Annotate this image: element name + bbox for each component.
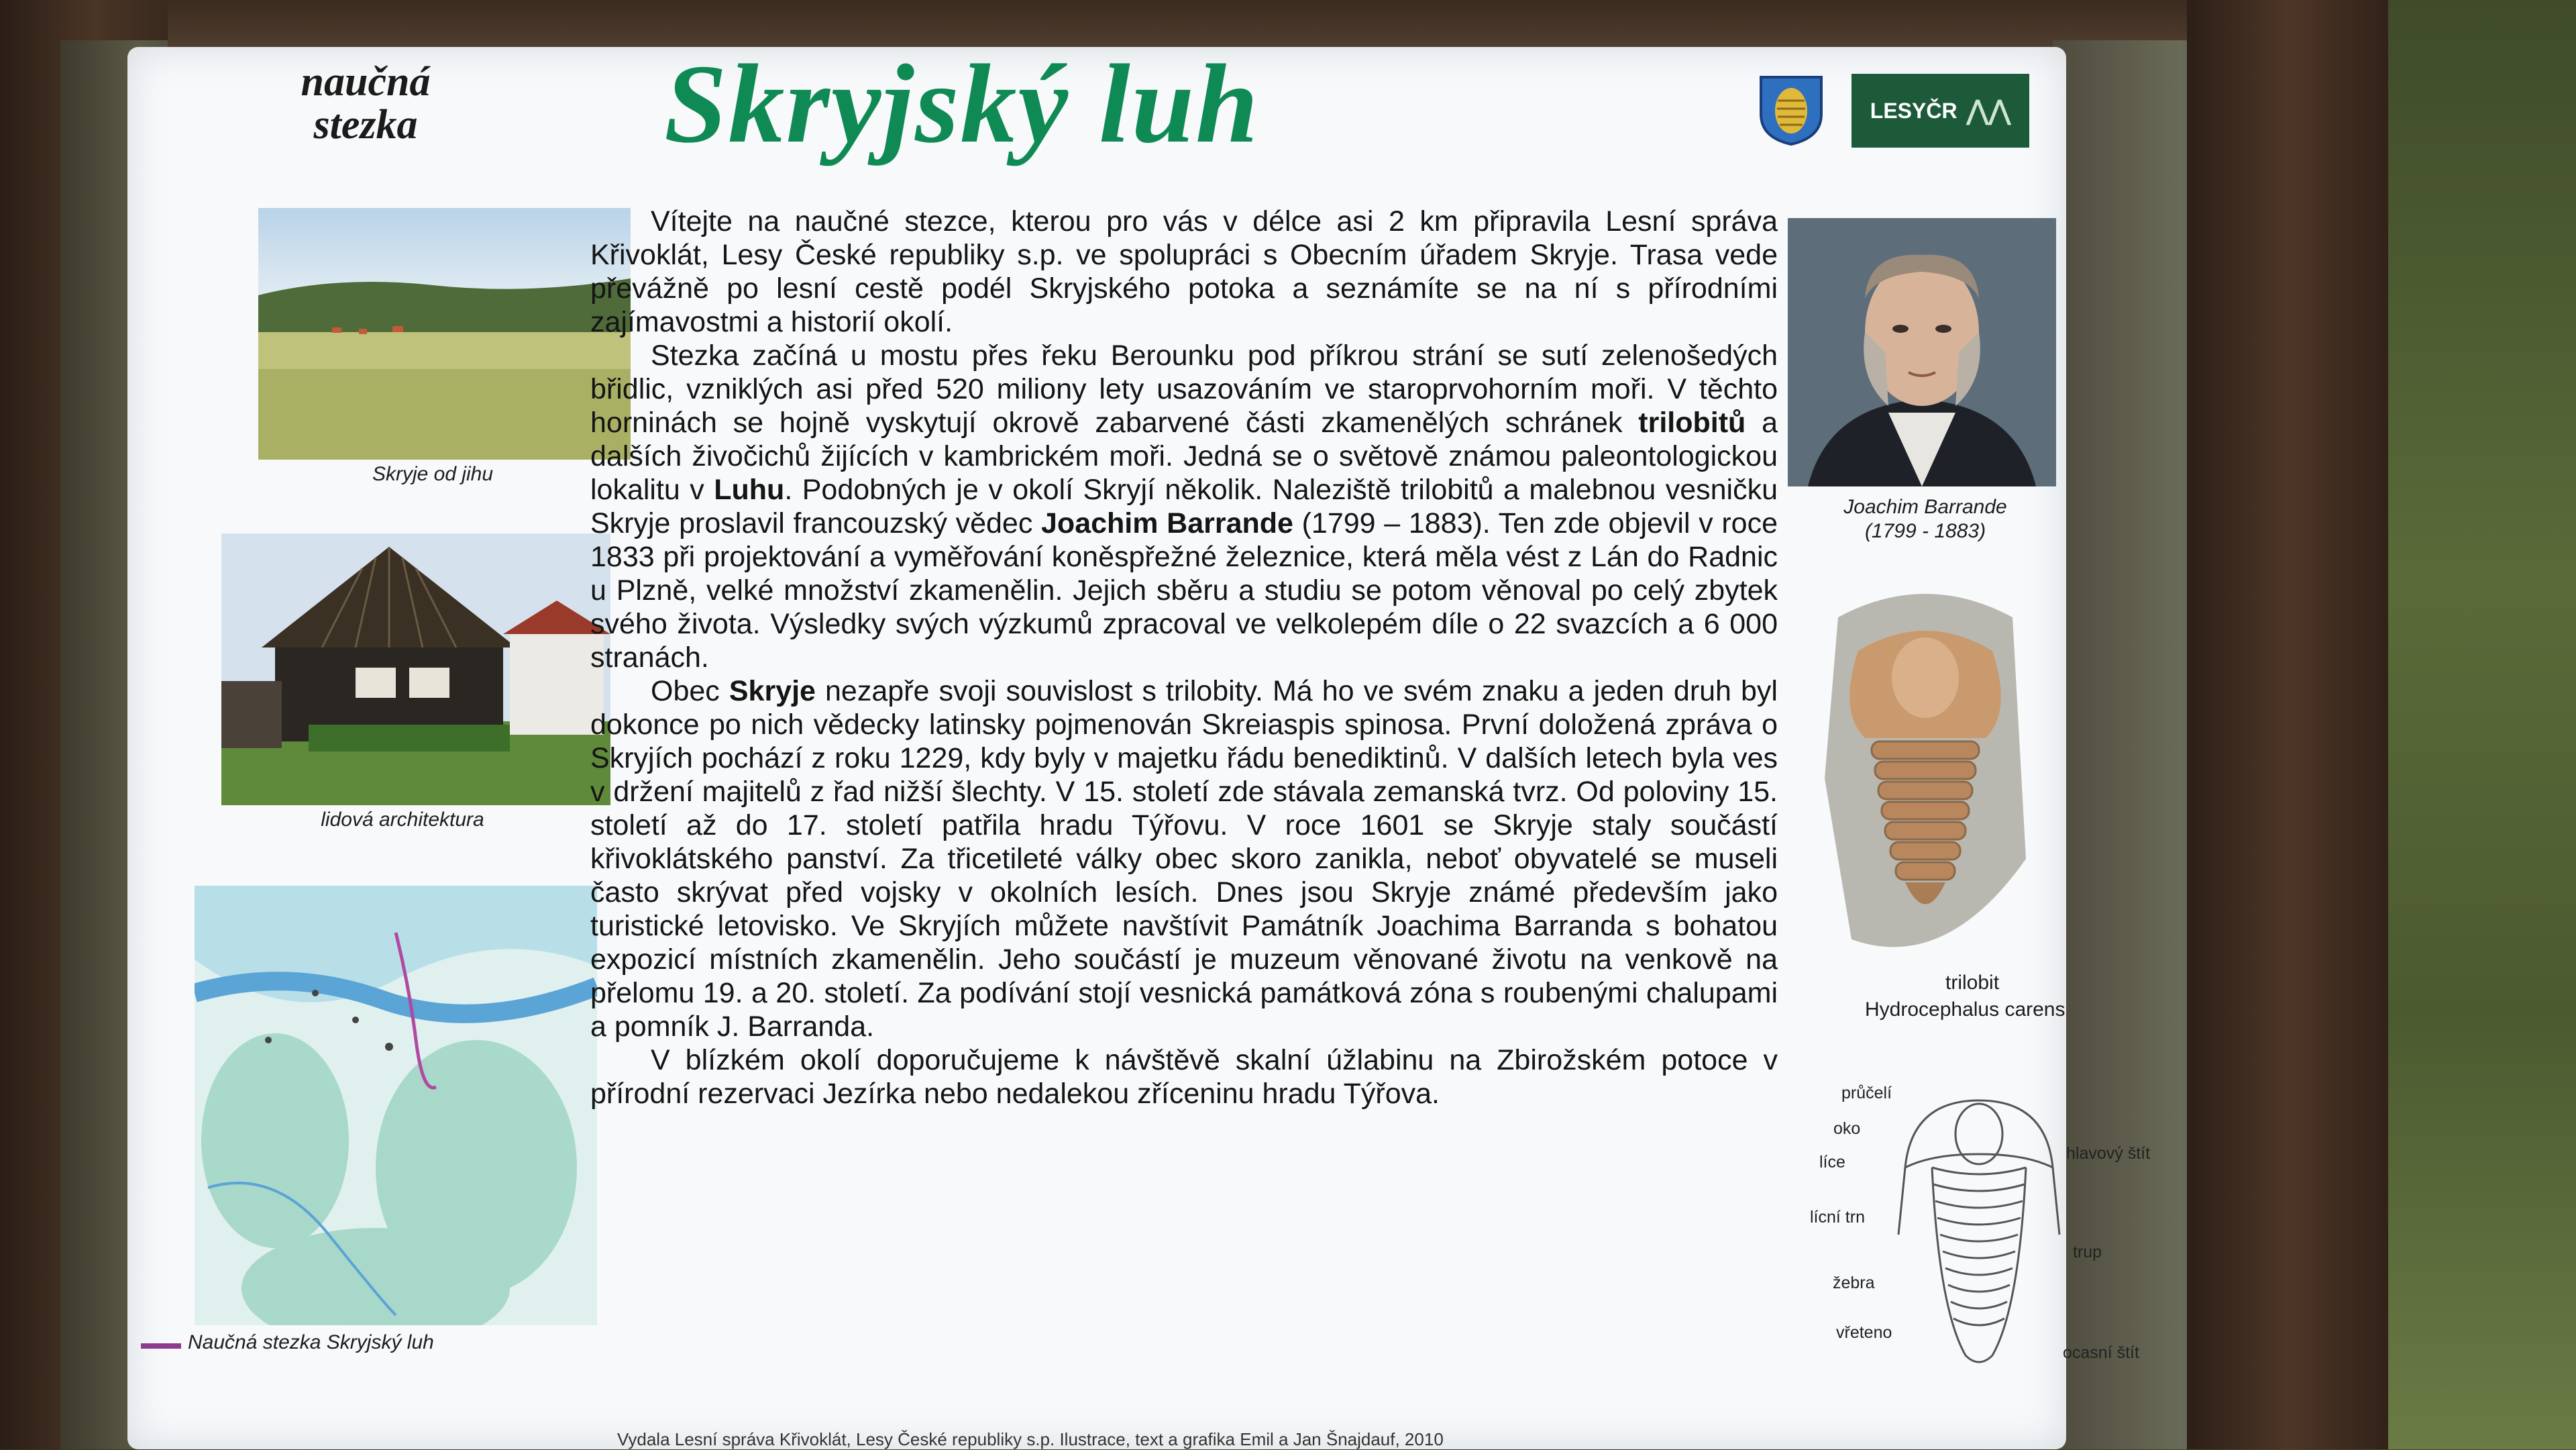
paragraph-text-run: trilobitů bbox=[1638, 407, 1746, 439]
board-title: Skryjský luh bbox=[664, 42, 1260, 166]
paragraph-text-run: Obec bbox=[651, 675, 729, 707]
portrait-caption bbox=[1811, 495, 2039, 543]
landscape-photo bbox=[258, 208, 631, 460]
trilobite-caption bbox=[1838, 970, 2133, 1023]
portrait-caption-name: Joachim Barrande bbox=[1843, 496, 2007, 518]
coat-of-arms-icon bbox=[1758, 74, 1825, 148]
board-footer: Vydala Lesní správa Křivoklát, Lesy České republiky s.p. Ilustrace, text a grafika Emil a Jan Šnajdauf, 2010 bbox=[617, 1429, 1444, 1449]
label-trup: trup bbox=[2073, 1243, 2102, 1261]
paragraph-text-run: nezapře svoji souvislost s trilobity. Má ho ve svém znaku a jeden druh byl dokonce po nich vědecky latinsky pojmenován Skreiaspis spinosa. První doložená zpráva o Skryjích pochází z roku 1229, kdy byly v majetku řádu benediktinů. V dalších letech byla ves v držení majitelů z řad nižší šlechty. V 15. století zde stávala zemanská tvrz. Od poloviny 15. století až do 17. století patřila hradu Týřovu. V roce 1601 se Skryje staly součástí křivoklátského panství. Za třicetileté války obec skoro zanikla, neboť obyvatelé se museli často skrývat před vojsky v okolních lesích. Dnes jsou Skryje známé především jako turistické letovisko. Ve Skryjích můžete navštívit Památník Joachima Barranda s bohatou expozicí místních zkamenělin. Jeho součástí je muzeum věnované životu na venkově na přelomu 19. a 20. století. Za podívání stojí vesnická památková zóna s roubenými chalupami a pomník J. Barranda. bbox=[590, 675, 1778, 1043]
main-text bbox=[590, 205, 1778, 1110]
paragraph-text-run: a dalších živočichů žijících v kambrickém moři. Jedná se o světově známou paleontologickou lokalitu v bbox=[590, 407, 1778, 506]
paragraph-text-run: Joachim Barrande bbox=[1041, 507, 1293, 539]
paragraph-text-run: Stezka začíná u mostu přes řeku Berounku pod příkrou strání se sutí zelenošedých břidlic, vzniklých asi před 520 miliony lety usazováním ve staroprvohorním moři. V těchto horninách se hojně vyskytují okrově zabarvené části zkamenělých schránek bbox=[590, 340, 1778, 439]
paragraph-text-run: . Podobných je v okolí Skryjí několik. Naleziště trilobitů a malebnou vesničku Skryje proslavil francouzský vědec bbox=[590, 474, 1778, 539]
lesy-cr-logo-text: LESYČR bbox=[1870, 98, 1957, 123]
landscape-caption: Skryje od jihu bbox=[372, 463, 494, 485]
lesy-cr-tree-icon: ⋀⋀ bbox=[1966, 96, 2011, 125]
board-subtitle bbox=[221, 60, 510, 146]
label-hlavovy-stit: hlavový štít bbox=[2066, 1144, 2151, 1163]
trilobite-caption-2: Hydrocephalus carens bbox=[1865, 998, 2065, 1021]
trilobite-fossil-image bbox=[1811, 577, 2039, 966]
trilobite-anatomy-diagram bbox=[1892, 1087, 2066, 1376]
paragraph-text-run: Luhu bbox=[714, 474, 785, 506]
paragraph-2 bbox=[590, 339, 1778, 674]
label-vreteno: vřeteno bbox=[1836, 1323, 1892, 1342]
paragraph-1 bbox=[590, 205, 1778, 339]
paragraph-text-run: (1799 – 1883). Ten zde objevil v roce 1833 při projektování a vyměřování koněspřežné železnice, která měla vést z Lán do Radnic u Plzně, velké množství zkamenělin. Jejich sběru a studiu se potom věnoval po celý zbytek svého života. Výsledky svých výzkumů zpracoval ve velkolepém díle o 22 svazcích a 6 000 stranách. bbox=[590, 507, 1778, 674]
label-pruceli: průčelí bbox=[1841, 1084, 1892, 1102]
trail-legend-line bbox=[141, 1343, 181, 1349]
paragraph-text-run: Vítejte na naučné stezce, kterou pro vás v délce asi 2 km připravila Lesní správa Křivoklát, Lesy České republiky s.p. ve spolupráci s Obecním úřadem Skryje. Trasa vede převážně po lesní cestě podél Skryjského potoka a seznámíte se na ní s přírodními zajímavostmi a historií okolí. bbox=[590, 205, 1778, 338]
house-caption: lidová architektura bbox=[321, 809, 484, 831]
barrande-portrait bbox=[1788, 218, 2056, 486]
paragraph-text-run: Skryje bbox=[729, 675, 816, 707]
paragraph-3 bbox=[590, 674, 1778, 1043]
trilobite-caption-1: trilobit bbox=[1945, 972, 2000, 994]
subtitle-line-2: stezka bbox=[313, 102, 418, 148]
grass-background bbox=[2388, 0, 2576, 1449]
wooden-post-right bbox=[2187, 0, 2415, 1449]
house-photo bbox=[221, 533, 610, 805]
map-caption: Naučná stezka Skryjský luh bbox=[188, 1331, 434, 1353]
trail-map bbox=[195, 886, 597, 1325]
subtitle-line-1: naučná bbox=[301, 59, 431, 105]
label-lice: líce bbox=[1819, 1153, 1845, 1172]
label-zebra: žebra bbox=[1833, 1274, 1875, 1292]
portrait-caption-years: (1799 - 1883) bbox=[1864, 520, 1986, 542]
label-ocasni-stit: ocasní štít bbox=[2063, 1343, 2139, 1362]
lesy-cr-logo bbox=[1851, 74, 2029, 148]
paragraph-text-run: V blízkém okolí doporučujeme k návštěvě skalní úžlabinu na Zbirožském potoce v přírodní rezervaci Jezírka nebo nedalekou zříceninu hradu Týřova. bbox=[590, 1044, 1778, 1110]
label-lici-trn: lícní trn bbox=[1810, 1208, 1865, 1227]
paragraph-4 bbox=[590, 1043, 1778, 1110]
label-oko: oko bbox=[1833, 1119, 1861, 1138]
